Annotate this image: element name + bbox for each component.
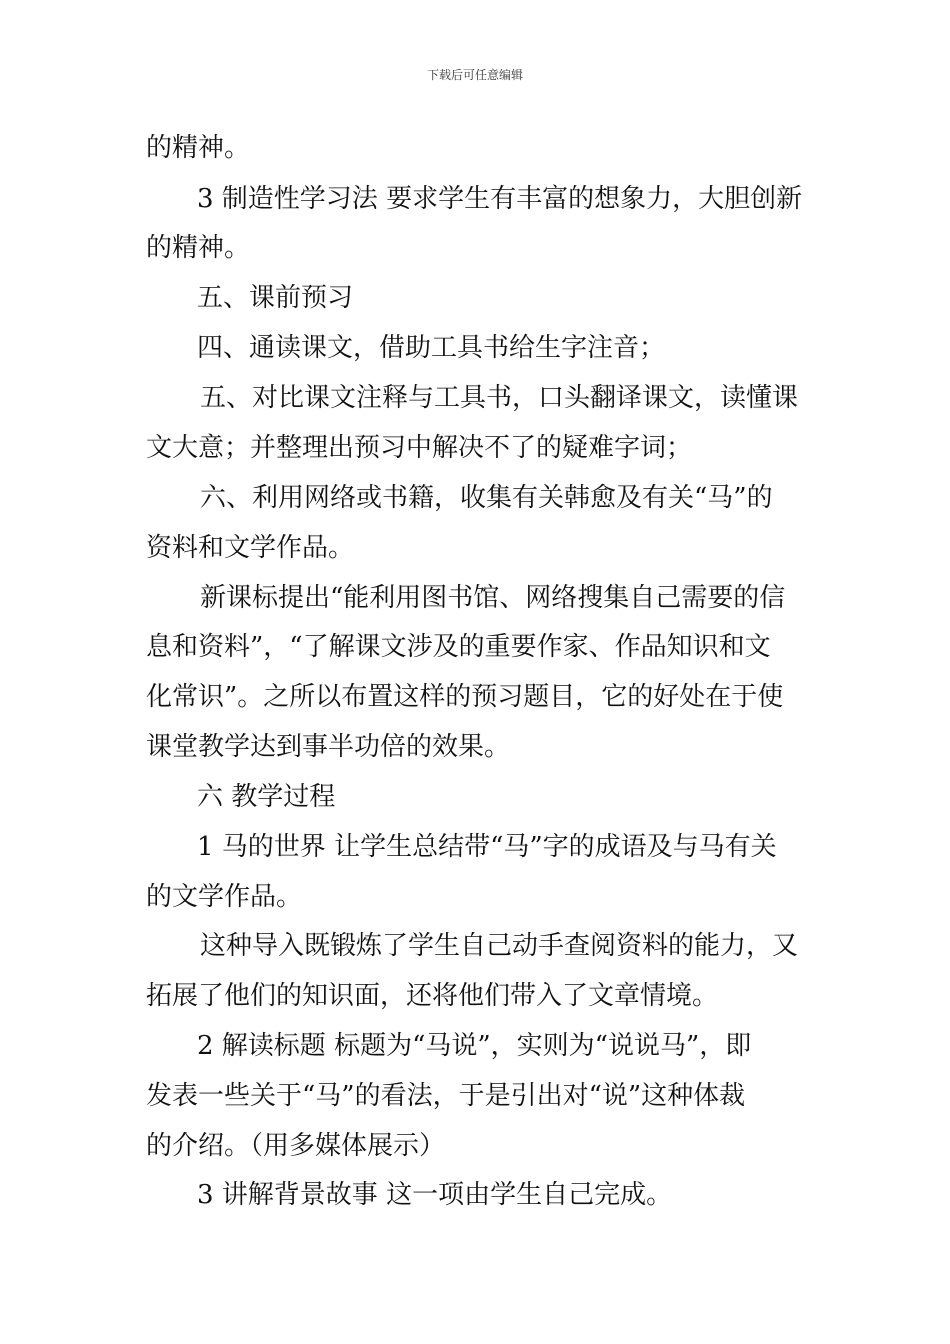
text-line: 的介绍。（用多媒体展示）: [146, 1131, 446, 1161]
text-line: 2 解读标题 标题为“马说”，实则为“说说马”，即: [197, 1031, 752, 1061]
text-line: 3 讲解背景故事 这一项由学生自己完成。: [197, 1180, 673, 1210]
text-line: 1 马的世界 让学生总结带“马”字的成语及与马有关: [197, 832, 777, 862]
text-line: 六、利用网络或书籍，收集有关韩愈及有关“马”的: [200, 483, 773, 513]
text-line: 的文学作品。: [146, 882, 303, 912]
text-line: 四、通读课文，借助工具书给生字注音；: [197, 333, 666, 363]
section-heading: 六 教学过程: [197, 782, 336, 812]
text-line: 资料和文学作品。: [146, 533, 355, 563]
text-line: 课堂教学达到事半功倍的效果。: [146, 732, 511, 762]
text-line: 息和资料”，“了解课文涉及的重要作家、作品知识和文: [146, 632, 771, 662]
text-line: 这种导入既锻炼了学生自己动手查阅资料的能力，又: [200, 931, 799, 961]
section-heading: 五、课前预习: [197, 283, 354, 313]
text-line: 发表一些关于“马”的看法，于是引出对“说”这种体裁: [146, 1081, 746, 1111]
text-line: 拓展了他们的知识面，还将他们带入了文章情境。: [146, 981, 719, 1011]
text-line: 新课标提出“能利用图书馆、网络搜集自己需要的信: [200, 583, 786, 613]
text-line: 化常识”。之所以布置这样的预习题目，它的好处在于使: [146, 682, 784, 712]
text-line: 的精神。: [146, 233, 251, 263]
text-line: 的精神。: [146, 133, 251, 163]
text-line: 3 制造性学习法 要求学生有丰富的想象力，大胆创新: [197, 184, 803, 214]
page-header: 下载后可任意编辑: [426, 68, 523, 82]
text-line: 文大意；并整理出预习中解决不了的疑难字词；: [146, 433, 693, 463]
text-line: 五、对比课文注释与工具书，口头翻译课文，读懂课: [200, 383, 799, 413]
